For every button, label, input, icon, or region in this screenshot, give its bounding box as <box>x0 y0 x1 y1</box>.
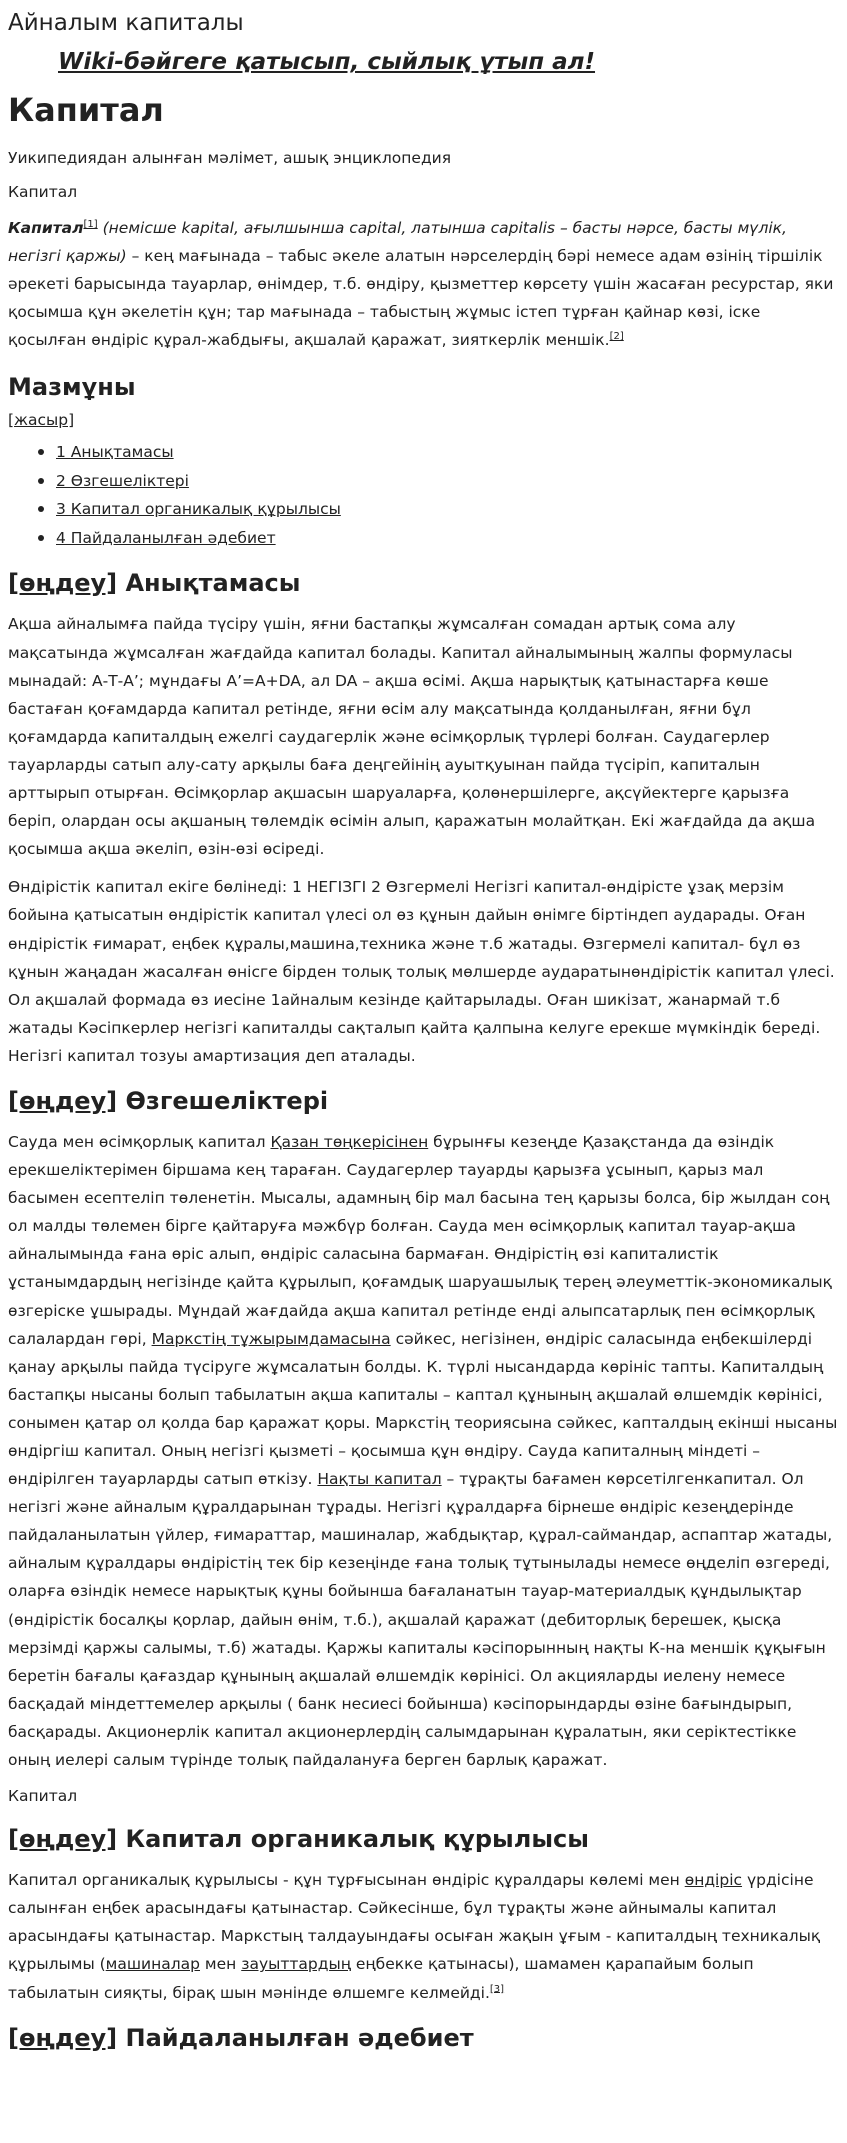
toc-list <box>38 438 839 552</box>
toc-item[interactable] <box>38 524 839 553</box>
text-span: мен <box>200 1955 242 1974</box>
section-3-title: Капитал органикалық құрылысы <box>125 1825 589 1854</box>
real-capital-link[interactable]: Нақты капитал <box>317 1470 442 1489</box>
toc-toggle-link[interactable] <box>8 408 839 432</box>
site-title: Айналым капиталы <box>8 10 244 36</box>
intro-term: Капитал <box>8 219 84 237</box>
text-span: Сауда мен өсімқорлық капитал <box>8 1132 271 1151</box>
section-heading-3 <box>8 1822 839 1856</box>
ref-1-link[interactable]: [1] <box>83 218 98 230</box>
ref-3-link[interactable]: [3] <box>489 1983 505 1995</box>
page-title: Капитал <box>8 91 164 129</box>
section-heading-1 <box>8 566 839 600</box>
section-3-paragraph <box>8 1866 839 2006</box>
text-span: Капитал органикалық құрылысы - құн тұрғысынан өндіріс құралдары көлемі мен <box>8 1871 685 1890</box>
page-subtitle: Уикипедиядан алынған мәлімет, ашық энциклопедия <box>8 149 452 167</box>
bullet-icon <box>38 449 44 455</box>
section-1-paragraph-2: Өндірістік капитал екіге бөлінеді: 1 НЕГІЗГІ 2 Өзгермелі Негізгі капитал-өндірісте ұзақ мерзім бойына қатысатын өндірістік капитал үлесі ол өз құнын дайын өнімге біртіндеп аударады. Оған өндірістік ғимарат, еңбек құралы,машина,техника және т.б жатады. Өзгермелі капитал- бұл өз құнын жаңадан жасалған өнісге бірден толық толық мөлшерде аударатынөндірістік капитал үлесі. Ол ақшалай формада өз иесіне 1айналым кезінде қайтарылады. Оған шикізат, жанармай т.б жатады Кәсіпкерлер негізгі капиталды сақталып қайта қалпына келуге ерекше мүмкіндік береді. Негізгі капитал тозуы амартизация деп аталады. <box>8 878 835 1065</box>
section-1-title: Анықтамасы <box>125 569 301 598</box>
october-revolution-link[interactable]: Қазан төңкерісінен <box>270 1132 429 1151</box>
toc-item[interactable] <box>38 438 839 467</box>
ref-2-link[interactable]: [2] <box>609 331 624 343</box>
toc-toggle-label[interactable]: [жасыр] <box>8 411 75 430</box>
toc-item-2-link[interactable]: 2 Өзгешеліктері <box>56 471 189 490</box>
section-heading-4 <box>8 2021 839 2055</box>
text-span: – тұрақты бағамен көрсетілгенкапитал. Ол негізгі және айналым құралдарынан тұрады. Негізгі құралдарға бірнеше өндіріс кезеңдерінде пайдаланылатын үйлер, ғимараттар, машиналар, жабдықтар, құрал-саймандар, аспаптар жатады, айналым құралдары өндірістің тек бір кезеңінде ғана толық тұтынылады немесе өңделіп өзгереді, оларға өзіндік немесе нарықтық құны бойынша бағаланатын тауар-материалдық құндылықтар (өндірістік босалқы қорлар, дайын өнім, т.б.), ақшалай қаражат (дебиторлық берешек, қысқа мерзімді қаржы салымы, т.б) жатады. Қаржы капиталы кәсіпорынның нақты К-на меншік құқығын беретін бағалы қағаздар құнының ақшалай өлшемдік көрінісі. Ол акцияларды иелену немесе басқадай міндеттемелер арқылы ( банк несиесі бойынша) кәсіпорындарды өзіне бағындырып, басқарады. Акционерлік капитал акционерлердің салымдарынан құралатын, яки серіктестікке оның иелері салым түрінде толық пайдалануға берген барлық қаражат. <box>8 1470 833 1770</box>
section-heading-2 <box>8 1084 839 1118</box>
section-1-paragraph-1: Ақша айналымға пайда түсіру үшін, яғни бастапқы жұмсалған сомадан артық сома алу мақсатында жұмсалған жағдайда капитал болады. Капитал айналымының жалпы формуласы мынадай: А-Т-А’; мұндағы А’=А+DA, ал DA – ақша өсімі. Ақша нарықтық қатынастарға көше бастаған қоғамдарда капитал ретінде, яғни өсім алу мақсатында қолданылған, яғни бұл қоғамдарда капиталдың ежелгі саудагерлік және өсімқорлық түрлері болған. Саудагерлер тауарларды сатып алу-сату арқылы баға деңгейінің ауытқуынан пайда түсіріп, капиталын арттырып отырған. Өсімқорлар ақшасын шаруаларға, қолөнершілерге, ақсүйектерге қарызға беріп, олардан осы ақшаның төлемдік өсімін алып, қаражатын молайтқан. Екі жағдайда да ақша қосымша ақша әкеліп, өзін-өзі өсіреді. <box>8 615 816 859</box>
text-span: сәйкес, негізінен, өндіріс саласында еңбекшілерді қанау арқылы пайда түсіруге жұмсалатын болды. К. түрлі нысандарда көрініс тапты. Капиталдың бастапқы нысаны болып табылатын ақша капиталы – каптал құнының ақшалай өлшемдік көрінісі, сонымен қатар ол қолда бар қаражат қоры. Маркстің теориясына сәйкес, капталдың екінші нысаны өндіргіш капитал. Оның негізгі қызметі – қосымша құн өндіру. Сауда капиталның міндеті – өндірілген тауарларды сатып өткізу. <box>8 1329 838 1489</box>
bullet-icon <box>38 478 44 484</box>
toc-title: Мазмұны <box>8 373 136 402</box>
marx-concept-link[interactable]: Маркстің тұжырымдамасына <box>151 1329 391 1348</box>
section-2-title: Өзгешеліктері <box>125 1086 329 1115</box>
bullet-icon <box>38 535 44 541</box>
edit-link-section-3[interactable]: [өңдеу] <box>8 1825 118 1854</box>
section-2-label: Капитал <box>8 1787 78 1806</box>
toc-item-1-link[interactable]: 1 Анықтамасы <box>56 443 174 462</box>
article-label: Капитал <box>8 183 78 201</box>
edit-link-section-4[interactable]: [өңдеу] <box>8 2023 118 2052</box>
toc-item[interactable] <box>38 495 839 524</box>
edit-link-section-1[interactable]: [өңдеу] <box>8 569 118 598</box>
section-4-title: Пайдаланылған әдебиет <box>125 2023 474 2052</box>
machines-link[interactable]: машиналар <box>105 1955 200 1974</box>
production-link[interactable]: өндіріс <box>684 1871 743 1890</box>
bullet-icon <box>38 506 44 512</box>
contest-banner-link[interactable]: Wiki-бәйгеге қатысып, сыйлық ұтып ал! <box>58 49 596 75</box>
intro-body: – кең мағынада – табыс әкеле алатын нәрселердің бәрі немесе адам өзінің тіршілік әрекеті барысында тауарлар, өнімдер, т.б. өндіру, қызметтер көрсету үшін жасаған ресурстар, яки қосымша құн әкелетін құн; тар мағынада – табыстың жұмыс істеп тұрған қайнар көзі, іске қосылған өндіріс құрал-жабдығы, ақшалай қаражат, зияткерлік меншік. <box>8 247 834 350</box>
factories-link[interactable]: зауыттардың <box>241 1955 351 1974</box>
text-span: еңбекке қатынасы), шамамен қарапайым болып табылатын сияқты, бірақ шын мәнінде өлшемге келмейді. <box>8 1955 754 2002</box>
intro-paragraph <box>8 214 839 354</box>
text-span: үрдісіне салынған еңбек арасындағы қатынастар. Сәйкесінше, бұл тұрақты және айнымалы капитал арасындағы қатынастар. Маркстың талдауындағы осыған жақын ұғым - капиталдың техникалық құрылымы ( <box>8 1871 821 1974</box>
section-2-paragraph <box>8 1128 839 1774</box>
toc-item-3-link[interactable]: 3 Капитал органикалық құрылысы <box>56 500 341 519</box>
text-span: бұрынғы кезеңде Қазақстанда да өзіндік ерекшеліктерімен біршама кең тараған. Саудагерлер тауарды қарызға ұсынып, қарыз мал басымен есептеліп төленетін. Мысалы, адамның бір мал басына тең қарызы болса, бір жылдан соң ол малды төлемен бірге қайтаруға мәжбүр болған. Сауда мен өсімқорлық капитал тауар-ақша айналымында ғана өріс алып, өндіріс саласына бармаған. Өндірістің өзі капиталистік ұстанымдардың негізінде қайта құрылып, қоғамдық шаруашылық терең әлеуметтік-экономикалық өзгеріске ұшырады. Мұндай жағдайда ақша капитал ретінде енді алыпсатарлық пен өсімқорлық салалардан гөрі, <box>8 1132 832 1348</box>
intro-parenthetical: (немісше kapital, ағылшынша capital, латынша capitalis – басты нәрсе, басты мүлік, негізгі қаржы) <box>8 219 787 266</box>
toc-item-4-link[interactable]: 4 Пайдаланылған әдебиет <box>56 528 276 547</box>
edit-link-section-2[interactable]: [өңдеу] <box>8 1086 118 1115</box>
toc-item[interactable] <box>38 467 839 496</box>
